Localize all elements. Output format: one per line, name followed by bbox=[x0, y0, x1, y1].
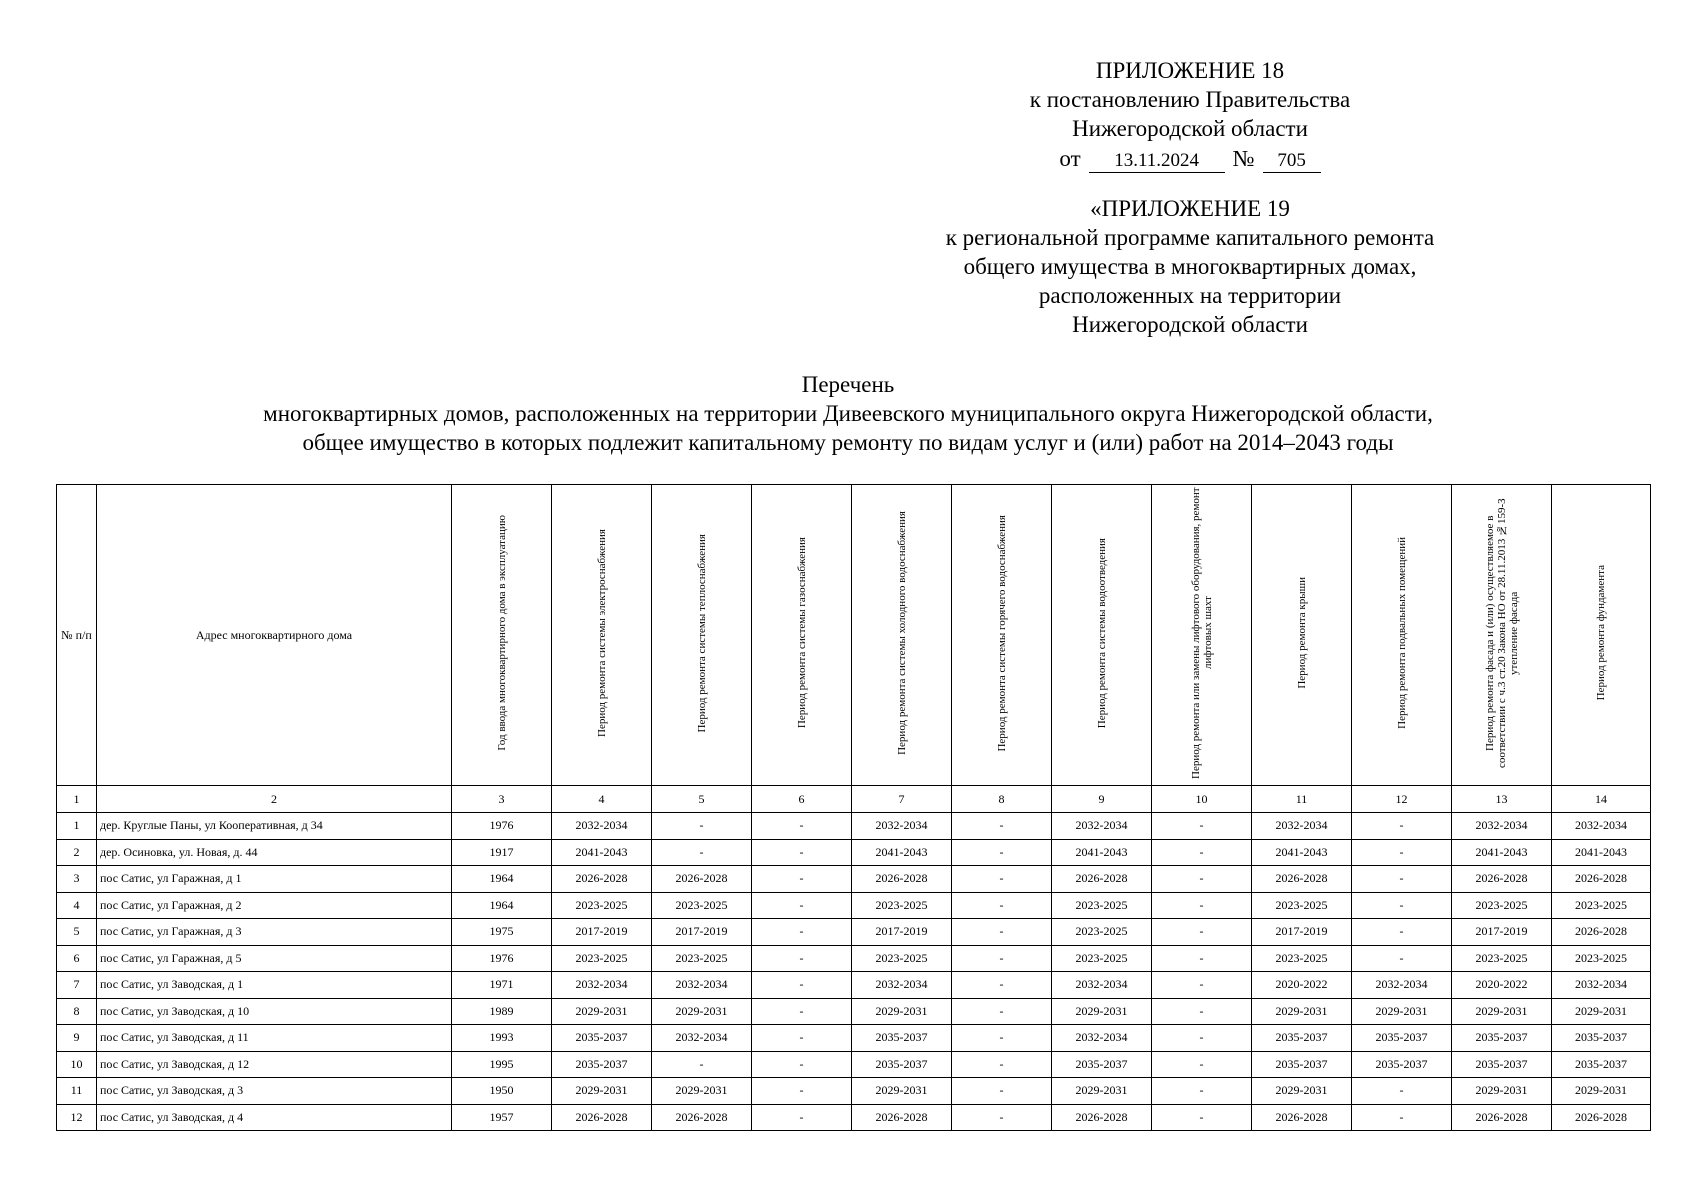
column-number: 7 bbox=[852, 786, 952, 813]
table-cell: - bbox=[1352, 919, 1452, 946]
column-number: 4 bbox=[552, 786, 652, 813]
table-cell: - bbox=[652, 813, 752, 840]
decree-date: 13.11.2024 bbox=[1089, 150, 1225, 173]
column-number: 14 bbox=[1552, 786, 1651, 813]
table-cell: 2035-2037 bbox=[1352, 1051, 1452, 1078]
table-cell: 2035-2037 bbox=[1452, 1025, 1552, 1052]
table-cell: 2020-2022 bbox=[1452, 972, 1552, 999]
table-cell: 2032-2034 bbox=[552, 972, 652, 999]
column-number: 8 bbox=[952, 786, 1052, 813]
table-cell: - bbox=[652, 1051, 752, 1078]
table-cell: 2035-2037 bbox=[852, 1051, 952, 1078]
column-number: 9 bbox=[1052, 786, 1152, 813]
table-cell: - bbox=[752, 945, 852, 972]
table-row bbox=[57, 972, 1651, 999]
column-header bbox=[1552, 485, 1651, 786]
column-header-label: Период ремонта системы холодного водоснабжения bbox=[895, 511, 908, 755]
table-cell: 2023-2025 bbox=[1552, 892, 1651, 919]
column-header bbox=[752, 485, 852, 786]
table-cell: 2023-2025 bbox=[1052, 892, 1152, 919]
date-prefix: от bbox=[1059, 146, 1081, 171]
table-cell: 2035-2037 bbox=[552, 1051, 652, 1078]
table-cell: - bbox=[1352, 1078, 1452, 1105]
table-cell: 6 bbox=[57, 945, 97, 972]
table-cell: - bbox=[752, 1104, 852, 1131]
table-cell: - bbox=[1152, 1078, 1252, 1105]
table-row bbox=[57, 1051, 1651, 1078]
title-line3: общее имущество в которых подлежит капитальному ремонту по видам услуг и (или) работ на 2014–2043 годы bbox=[302, 430, 1394, 455]
table-cell: 2032-2034 bbox=[1452, 813, 1552, 840]
column-header-label: Период ремонта системы электроснабжения bbox=[595, 529, 608, 737]
table-cell: - bbox=[952, 839, 1052, 866]
table-cell: 2035-2037 bbox=[1452, 1051, 1552, 1078]
address-cell: пос Сатис, ул Гаражная, д 1 bbox=[97, 866, 452, 893]
table-cell: 2032-2034 bbox=[852, 972, 952, 999]
table-cell: 2026-2028 bbox=[652, 1104, 752, 1131]
table-cell: 2017-2019 bbox=[1452, 919, 1552, 946]
table-cell: 2023-2025 bbox=[1452, 892, 1552, 919]
column-number: 10 bbox=[1152, 786, 1252, 813]
table-cell: 2023-2025 bbox=[1052, 919, 1152, 946]
table-cell: - bbox=[1352, 892, 1452, 919]
table-cell: - bbox=[952, 813, 1052, 840]
table-cell: - bbox=[1152, 972, 1252, 999]
table-cell: 1976 bbox=[452, 945, 552, 972]
address-cell: пос Сатис, ул Гаражная, д 2 bbox=[97, 892, 452, 919]
table-cell: 2029-2031 bbox=[1252, 998, 1352, 1025]
table-cell: 1976 bbox=[452, 813, 552, 840]
table-cell: 2026-2028 bbox=[1552, 919, 1651, 946]
column-header bbox=[1352, 485, 1452, 786]
table-cell: - bbox=[952, 866, 1052, 893]
annex-18-subtitle-line2: Нижегородской области bbox=[1072, 116, 1308, 141]
table-cell: - bbox=[1152, 1051, 1252, 1078]
table-row bbox=[57, 1078, 1651, 1105]
address-cell: дер. Круглые Паны, ул Кооперативная, д 34 bbox=[97, 813, 452, 840]
table-cell: 2035-2037 bbox=[1552, 1025, 1651, 1052]
annex-18-date-line bbox=[900, 144, 1480, 173]
table-cell: 2032-2034 bbox=[852, 813, 952, 840]
table-cell: 2029-2031 bbox=[852, 1078, 952, 1105]
column-number: 12 bbox=[1352, 786, 1452, 813]
table-cell: 1 bbox=[57, 813, 97, 840]
table-cell: 2023-2025 bbox=[852, 945, 952, 972]
table-cell: 2023-2025 bbox=[1252, 892, 1352, 919]
table-cell: - bbox=[752, 866, 852, 893]
column-header bbox=[1052, 485, 1152, 786]
table-cell: 2026-2028 bbox=[1452, 1104, 1552, 1131]
table-cell: 2029-2031 bbox=[1452, 998, 1552, 1025]
table-cell: - bbox=[752, 972, 852, 999]
annex-19-line4: расположенных на территории bbox=[1038, 283, 1342, 308]
table-cell: 2023-2025 bbox=[1052, 945, 1152, 972]
table-cell: 2029-2031 bbox=[1452, 1078, 1552, 1105]
table-cell: 2017-2019 bbox=[652, 919, 752, 946]
column-number: 11 bbox=[1252, 786, 1352, 813]
table-row bbox=[57, 998, 1651, 1025]
table-cell: 2020-2022 bbox=[1252, 972, 1352, 999]
column-header-label: Адрес многоквартирного дома bbox=[195, 627, 353, 642]
address-cell: пос Сатис, ул Заводская, д 12 bbox=[97, 1051, 452, 1078]
table-cell: 2029-2031 bbox=[652, 1078, 752, 1105]
table-cell: - bbox=[1152, 839, 1252, 866]
table-cell: - bbox=[1152, 866, 1252, 893]
table-cell: 2026-2028 bbox=[1252, 1104, 1352, 1131]
table-cell: 2041-2043 bbox=[1052, 839, 1152, 866]
table-cell: 2017-2019 bbox=[852, 919, 952, 946]
table-cell: 11 bbox=[57, 1078, 97, 1105]
column-header-label: Год ввода многоквартирного дома в эксплуатацию bbox=[495, 515, 508, 751]
column-header bbox=[452, 485, 552, 786]
table-row bbox=[57, 813, 1651, 840]
decree-number: 705 bbox=[1263, 150, 1321, 173]
table-cell: - bbox=[952, 972, 1052, 999]
table-cell: - bbox=[952, 1025, 1052, 1052]
address-cell: пос Сатис, ул Гаражная, д 5 bbox=[97, 945, 452, 972]
table-cell: 2017-2019 bbox=[1252, 919, 1352, 946]
table-cell: 2026-2028 bbox=[1052, 866, 1152, 893]
table-cell: - bbox=[952, 998, 1052, 1025]
table-cell: - bbox=[952, 1051, 1052, 1078]
table-cell: 3 bbox=[57, 866, 97, 893]
annex-19-title: «ПРИЛОЖЕНИЕ 19 bbox=[1090, 196, 1290, 221]
table-row bbox=[57, 1025, 1651, 1052]
table-cell: - bbox=[752, 1025, 852, 1052]
table-cell: - bbox=[1152, 813, 1252, 840]
table-cell: 2026-2028 bbox=[852, 1104, 952, 1131]
table-cell: 2041-2043 bbox=[552, 839, 652, 866]
table-cell: - bbox=[752, 892, 852, 919]
document-title bbox=[120, 370, 1576, 457]
address-cell: пос Сатис, ул Заводская, д 3 bbox=[97, 1078, 452, 1105]
annex-18-subtitle-line1: к постановлению Правительства bbox=[1029, 87, 1351, 112]
table-cell: 2032-2034 bbox=[652, 1025, 752, 1052]
table-cell: 4 bbox=[57, 892, 97, 919]
table-cell: 1964 bbox=[452, 892, 552, 919]
address-cell: дер. Осиновка, ул. Новая, д. 44 bbox=[97, 839, 452, 866]
title-line1: Перечень bbox=[801, 372, 895, 397]
table-cell: 2023-2025 bbox=[552, 945, 652, 972]
table-cell: - bbox=[952, 945, 1052, 972]
table-row bbox=[57, 866, 1651, 893]
table-cell: 2029-2031 bbox=[1052, 1078, 1152, 1105]
table-cell: - bbox=[1152, 1025, 1252, 1052]
column-header-label: Период ремонта подвальных помещений bbox=[1395, 537, 1408, 729]
column-header-label: Период ремонта или замены лифтового оборудования, ремонт лифтовых шахт bbox=[1189, 487, 1214, 779]
column-header-label: Период ремонта фундамента bbox=[1595, 565, 1607, 701]
table-cell: 2032-2034 bbox=[552, 813, 652, 840]
table-cell: 1964 bbox=[452, 866, 552, 893]
address-cell: пос Сатис, ул Заводская, д 1 bbox=[97, 972, 452, 999]
table-cell: 2041-2043 bbox=[1252, 839, 1352, 866]
column-header bbox=[1452, 485, 1552, 786]
number-sign: № bbox=[1232, 146, 1255, 171]
table-cell: 2041-2043 bbox=[1452, 839, 1552, 866]
table-cell: 2026-2028 bbox=[652, 866, 752, 893]
table-cell: - bbox=[1152, 892, 1252, 919]
table-cell: 2032-2034 bbox=[1252, 813, 1352, 840]
table-cell: - bbox=[1352, 945, 1452, 972]
table-cell: 2029-2031 bbox=[552, 1078, 652, 1105]
table-cell: 1917 bbox=[452, 839, 552, 866]
table-cell: 2023-2025 bbox=[552, 892, 652, 919]
table-cell: 2026-2028 bbox=[552, 1104, 652, 1131]
table-cell: 2026-2028 bbox=[1052, 1104, 1152, 1131]
annex-19-line3: общего имущества в многоквартирных домах, bbox=[963, 254, 1417, 279]
table-cell: 2029-2031 bbox=[552, 998, 652, 1025]
column-header-label: Период ремонта фасада и (или) осуществляемое в соответствии с ч.3 ст.20 Закона НО от 28.11.2013 №159-З утепление фасада bbox=[1483, 498, 1520, 768]
table-cell: 2032-2034 bbox=[1052, 972, 1152, 999]
table-cell: 1993 bbox=[452, 1025, 552, 1052]
table-cell: 2023-2025 bbox=[1252, 945, 1352, 972]
table-cell: 2035-2037 bbox=[1052, 1051, 1152, 1078]
table-cell: 2035-2037 bbox=[852, 1025, 952, 1052]
table-cell: - bbox=[1352, 866, 1452, 893]
table-cell: 2035-2037 bbox=[1252, 1025, 1352, 1052]
table-cell: 2035-2037 bbox=[552, 1025, 652, 1052]
table-cell: 8 bbox=[57, 998, 97, 1025]
table-cell: 2026-2028 bbox=[1552, 1104, 1651, 1131]
table-cell: 2017-2019 bbox=[552, 919, 652, 946]
annex-19-header bbox=[900, 194, 1480, 339]
table-row bbox=[57, 839, 1651, 866]
table-cell: 2029-2031 bbox=[1252, 1078, 1352, 1105]
table-cell: 2023-2025 bbox=[1452, 945, 1552, 972]
annex-19-line5: Нижегородской области bbox=[1072, 312, 1308, 337]
column-number: 5 bbox=[652, 786, 752, 813]
table-cell: 2032-2034 bbox=[1552, 972, 1651, 999]
table-cell: - bbox=[1352, 813, 1452, 840]
table-cell: - bbox=[952, 919, 1052, 946]
table-cell: 2035-2037 bbox=[1252, 1051, 1352, 1078]
table-cell: - bbox=[752, 998, 852, 1025]
table-cell: - bbox=[1152, 998, 1252, 1025]
column-header bbox=[1252, 485, 1352, 786]
column-header-label: Период ремонта системы газоснабжения bbox=[795, 537, 808, 729]
column-number: 3 bbox=[452, 786, 552, 813]
column-header bbox=[57, 485, 97, 786]
header-row bbox=[57, 485, 1651, 786]
table-cell: 9 bbox=[57, 1025, 97, 1052]
column-number-row bbox=[57, 786, 1651, 813]
table-cell: 2035-2037 bbox=[1552, 1051, 1651, 1078]
column-header bbox=[652, 485, 752, 786]
table-cell: 2029-2031 bbox=[1352, 998, 1452, 1025]
column-number: 1 bbox=[57, 786, 97, 813]
table-cell: 2041-2043 bbox=[1552, 839, 1651, 866]
table-row bbox=[57, 892, 1651, 919]
houses-table bbox=[56, 484, 1651, 1131]
table-cell: 2029-2031 bbox=[1052, 998, 1152, 1025]
table-cell: - bbox=[1352, 839, 1452, 866]
column-header-label: Период ремонта крыши bbox=[1295, 577, 1308, 689]
title-line2: многоквартирных домов, расположенных на территории Дивеевского муниципального округа Нижегородской области, bbox=[263, 401, 1433, 426]
table-cell: 2026-2028 bbox=[852, 866, 952, 893]
column-header bbox=[852, 485, 952, 786]
table-cell: 2029-2031 bbox=[852, 998, 952, 1025]
table-cell: 5 bbox=[57, 919, 97, 946]
table-cell: 2032-2034 bbox=[1352, 972, 1452, 999]
table-cell: - bbox=[952, 1078, 1052, 1105]
address-cell: пос Сатис, ул Заводская, д 11 bbox=[97, 1025, 452, 1052]
column-header-label: Период ремонта системы водоотведения bbox=[1095, 537, 1108, 729]
table-cell: 2026-2028 bbox=[552, 866, 652, 893]
table-cell: 1950 bbox=[452, 1078, 552, 1105]
table-cell: 2 bbox=[57, 839, 97, 866]
table-cell: 2026-2028 bbox=[1252, 866, 1352, 893]
table-cell: 12 bbox=[57, 1104, 97, 1131]
table-cell: - bbox=[752, 1051, 852, 1078]
table-cell: 1989 bbox=[452, 998, 552, 1025]
table-cell: 2041-2043 bbox=[852, 839, 952, 866]
table-row bbox=[57, 945, 1651, 972]
column-number: 6 bbox=[752, 786, 852, 813]
table-cell: 7 bbox=[57, 972, 97, 999]
table-cell: - bbox=[1152, 945, 1252, 972]
table-row bbox=[57, 1104, 1651, 1131]
column-header bbox=[552, 485, 652, 786]
table-cell: 2023-2025 bbox=[652, 945, 752, 972]
address-cell: пос Сатис, ул Гаражная, д 3 bbox=[97, 919, 452, 946]
column-header bbox=[97, 485, 452, 786]
column-header-label: № п/п bbox=[61, 627, 92, 642]
table-cell: - bbox=[1152, 1104, 1252, 1131]
table-cell: 2023-2025 bbox=[652, 892, 752, 919]
column-header-label: Период ремонта системы теплоснабжения bbox=[695, 533, 708, 733]
table-cell: - bbox=[752, 919, 852, 946]
table-cell: 1971 bbox=[452, 972, 552, 999]
table-cell: 2023-2025 bbox=[1552, 945, 1651, 972]
table-cell: 2032-2034 bbox=[1052, 813, 1152, 840]
table-row bbox=[57, 919, 1651, 946]
table-cell: 1975 bbox=[452, 919, 552, 946]
column-header bbox=[952, 485, 1052, 786]
table-cell: - bbox=[752, 1078, 852, 1105]
table-cell: 1995 bbox=[452, 1051, 552, 1078]
address-cell: пос Сатис, ул Заводская, д 10 bbox=[97, 998, 452, 1025]
table-body bbox=[57, 813, 1651, 1131]
annex-18-header bbox=[900, 56, 1480, 173]
table-cell: 2032-2034 bbox=[1552, 813, 1651, 840]
table-cell: 1957 bbox=[452, 1104, 552, 1131]
table-cell: 2032-2034 bbox=[1052, 1025, 1152, 1052]
table-cell: 2035-2037 bbox=[1352, 1025, 1452, 1052]
table-cell: 2032-2034 bbox=[652, 972, 752, 999]
column-header bbox=[1152, 485, 1252, 786]
table-cell: 2029-2031 bbox=[1552, 998, 1651, 1025]
column-header-label: Период ремонта системы горячего водоснабжения bbox=[995, 514, 1008, 752]
table-cell: - bbox=[952, 892, 1052, 919]
annex-18-title: ПРИЛОЖЕНИЕ 18 bbox=[1095, 58, 1285, 83]
column-number: 2 bbox=[97, 786, 452, 813]
table-cell: - bbox=[752, 839, 852, 866]
table-cell: 2026-2028 bbox=[1552, 866, 1651, 893]
column-number: 13 bbox=[1452, 786, 1552, 813]
table-cell: 2023-2025 bbox=[852, 892, 952, 919]
annex-19-line2: к региональной программе капитального ремонта bbox=[945, 225, 1435, 250]
table-cell: - bbox=[652, 839, 752, 866]
table-cell: - bbox=[952, 1104, 1052, 1131]
table-cell: - bbox=[1152, 919, 1252, 946]
table-cell: 2029-2031 bbox=[1552, 1078, 1651, 1105]
table-cell: 2026-2028 bbox=[1452, 866, 1552, 893]
table-cell: 2029-2031 bbox=[652, 998, 752, 1025]
table-cell: 10 bbox=[57, 1051, 97, 1078]
table-cell: - bbox=[752, 813, 852, 840]
table-cell: - bbox=[1352, 1104, 1452, 1131]
address-cell: пос Сатис, ул Заводская, д 4 bbox=[97, 1104, 452, 1131]
